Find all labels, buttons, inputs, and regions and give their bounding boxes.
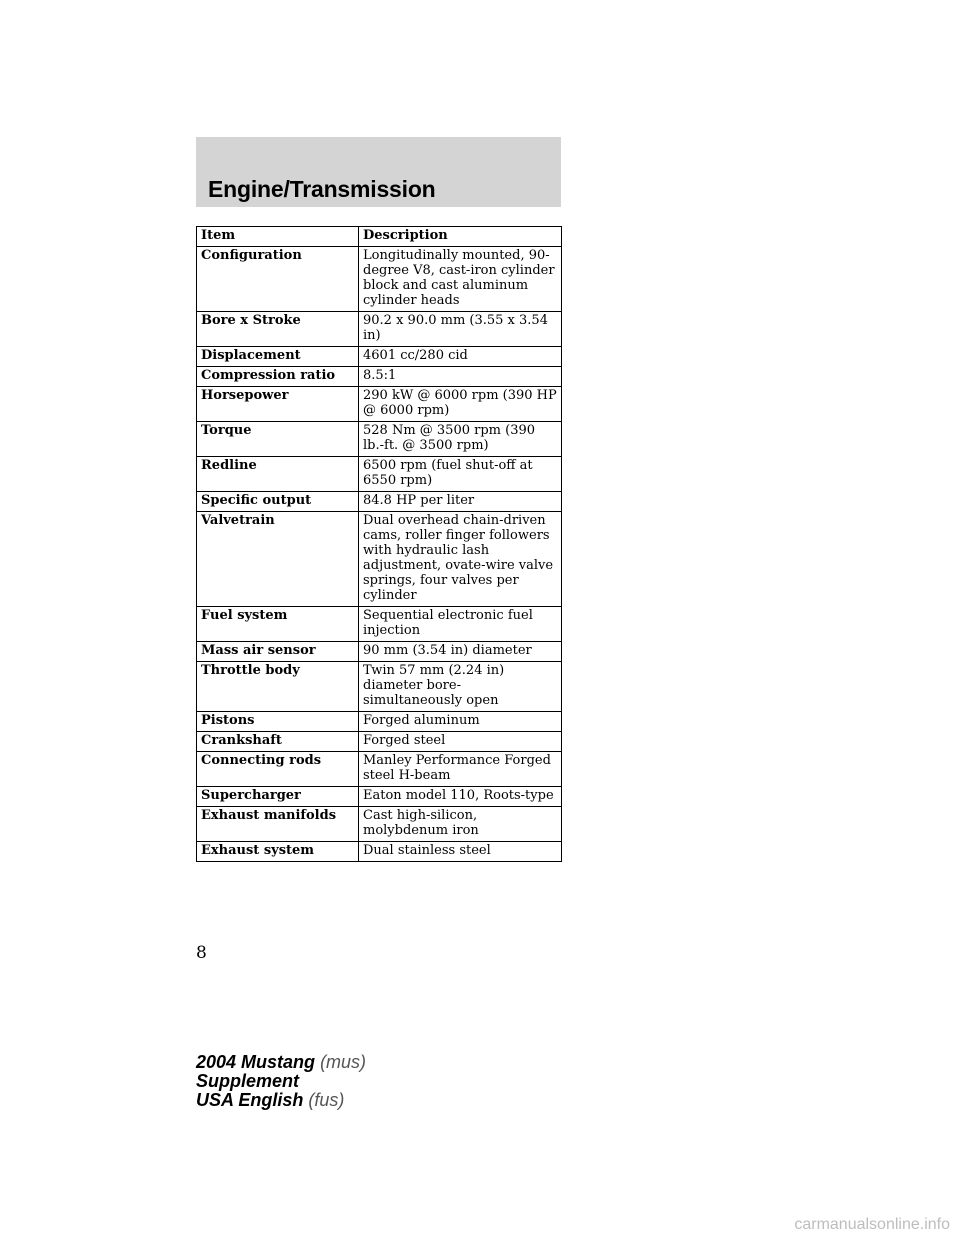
table-row (197, 247, 562, 312)
spec-item: Valvetrain (197, 512, 359, 607)
table-row (197, 422, 562, 457)
spec-item: Compression ratio (197, 367, 359, 387)
section-title: Engine/Transmission (208, 176, 436, 202)
table-row (197, 312, 562, 347)
document-footer (196, 1053, 366, 1110)
table-row (197, 512, 562, 607)
spec-description: 90 mm (3.54 in) diameter (359, 642, 562, 662)
specifications-table (196, 226, 562, 862)
spec-item: Exhaust manifolds (197, 807, 359, 842)
spec-description: Twin 57 mm (2.24 in) diameter bore-simultaneously open (359, 662, 562, 712)
column-header-item: Item (197, 227, 359, 247)
footer-language-code: (fus) (308, 1090, 345, 1110)
table-row (197, 807, 562, 842)
table-body (197, 247, 562, 862)
table-row (197, 457, 562, 492)
spec-item: Exhaust system (197, 842, 359, 862)
spec-description: Sequential electronic fuel injection (359, 607, 562, 642)
table-row (197, 367, 562, 387)
footer-supplement: Supplement (196, 1071, 300, 1091)
spec-description: 4601 cc/280 cid (359, 347, 562, 367)
spec-item: Horsepower (197, 387, 359, 422)
footer-line-model (196, 1053, 366, 1072)
spec-description: 90.2 x 90.0 mm (3.55 x 3.54 in) (359, 312, 562, 347)
table-row (197, 712, 562, 732)
spec-description: 528 Nm @ 3500 rpm (390 lb.-ft. @ 3500 rpm) (359, 422, 562, 457)
table-row (197, 347, 562, 367)
column-header-description: Description (359, 227, 562, 247)
spec-item: Redline (197, 457, 359, 492)
spec-description: Forged steel (359, 732, 562, 752)
table-row (197, 387, 562, 422)
spec-description: 84.8 HP per liter (359, 492, 562, 512)
spec-description: Longitudinally mounted, 90-degree V8, cast-iron cylinder block and cast aluminum cylinder heads (359, 247, 562, 312)
footer-model-code: (mus) (320, 1052, 367, 1072)
table-row (197, 842, 562, 862)
footer-language: USA English (196, 1090, 304, 1110)
spec-description: 6500 rpm (fuel shut-off at 6550 rpm) (359, 457, 562, 492)
spec-item: Torque (197, 422, 359, 457)
spec-description: Dual stainless steel (359, 842, 562, 862)
table-row (197, 662, 562, 712)
table-row (197, 492, 562, 512)
spec-item: Throttle body (197, 662, 359, 712)
spec-description: Cast high-silicon, molybdenum iron (359, 807, 562, 842)
spec-description: 290 kW @ 6000 rpm (390 HP @ 6000 rpm) (359, 387, 562, 422)
table-row (197, 642, 562, 662)
spec-description: Manley Performance Forged steel H-beam (359, 752, 562, 787)
table-row (197, 787, 562, 807)
table-row (197, 732, 562, 752)
spec-item: Bore x Stroke (197, 312, 359, 347)
spec-description: Dual overhead chain-driven cams, roller finger followers with hydraulic lash adjustment, ovate-wire valve springs, four valves per cylinder (359, 512, 562, 607)
spec-item: Configuration (197, 247, 359, 312)
spec-item: Connecting rods (197, 752, 359, 787)
spec-description: 8.5:1 (359, 367, 562, 387)
spec-item: Supercharger (197, 787, 359, 807)
table-row (197, 607, 562, 642)
spec-item: Mass air sensor (197, 642, 359, 662)
spec-description: Eaton model 110, Roots-type (359, 787, 562, 807)
watermark: carmanualsonline.info (794, 1216, 950, 1233)
spec-description: Forged aluminum (359, 712, 562, 732)
spec-item: Pistons (197, 712, 359, 732)
footer-line-language (196, 1091, 366, 1110)
spec-item: Displacement (197, 347, 359, 367)
spec-item: Crankshaft (197, 732, 359, 752)
table-header-row (197, 227, 562, 247)
footer-model: 2004 Mustang (196, 1052, 316, 1072)
spec-item: Fuel system (197, 607, 359, 642)
page-number: 8 (196, 943, 207, 963)
table-row (197, 752, 562, 787)
spec-item: Specific output (197, 492, 359, 512)
